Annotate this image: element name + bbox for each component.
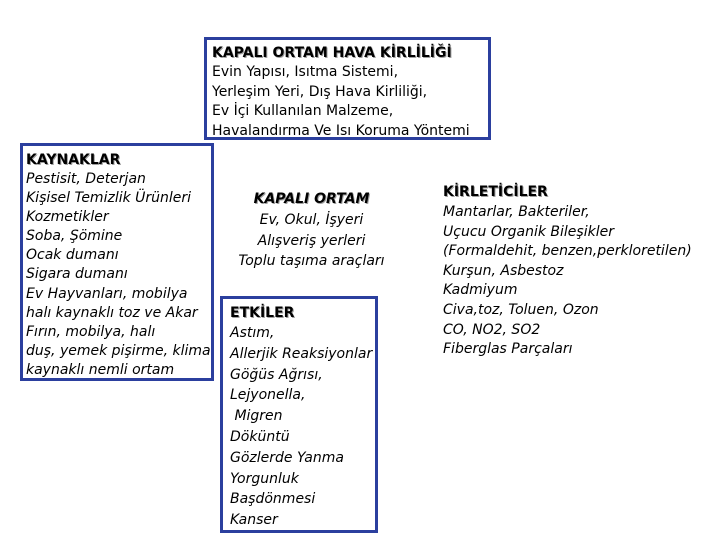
factor-line: Yerleşim Yeri, Dış Hava Kirliliği,	[212, 83, 428, 100]
effect-item: Gözlerde Yanma	[230, 449, 344, 466]
effect-item: Başdönmesi	[230, 491, 316, 508]
pollutant-item: Mantarlar, Bakteriler,	[443, 204, 590, 220]
pollutant-item: Kurşun, Asbestoz	[443, 262, 564, 279]
source-item: duş, yemek pişirme, klima	[26, 342, 211, 359]
indoor-environment-title: KAPALI ORTAM	[253, 191, 370, 207]
effect-item: Döküntü	[230, 428, 290, 445]
pollutant-item: Civa,toz, Toluen, Ozon	[443, 301, 599, 318]
source-item: Fırın, mobilya, halı	[26, 323, 156, 340]
factor-line: Havalandırma Ve Isı Koruma Yöntemi	[212, 122, 470, 139]
source-item: Ocak dumanı	[26, 247, 119, 264]
indoor-air-pollution-box	[204, 37, 491, 140]
source-item: Kişisel Temizlik Ürünleri	[26, 190, 192, 207]
pollutants-box	[435, 163, 710, 373]
effect-item: Kanser	[230, 512, 278, 529]
source-item: halı kaynaklı toz ve Akar	[26, 304, 198, 321]
source-item: kaynaklı nemli ortam	[26, 361, 175, 378]
effect-item: Yorgunluk	[230, 470, 299, 487]
sources-box	[20, 143, 214, 381]
source-item: Soba, Şömine	[26, 228, 123, 245]
indoor-environment-node	[219, 170, 404, 285]
effect-item: Allerjik Reaksiyonlar	[230, 345, 373, 362]
environment-item: Alışveriş yerleri	[257, 232, 366, 249]
factor-line: Ev İçi Kullanılan Malzeme,	[212, 103, 394, 119]
effects-box	[220, 296, 378, 533]
source-item: Ev Hayvanları, mobilya	[26, 285, 188, 302]
effect-item: Astım,	[230, 325, 275, 341]
effect-item: Göğüs Ağrısı,	[230, 366, 323, 383]
pollutant-item: Uçucu Organik Bileşikler	[443, 223, 614, 240]
pollutants-title: KİRLETİCİLER	[443, 184, 548, 200]
pollutant-item: Kadmiyum	[443, 282, 518, 299]
source-item: Sigara dumanı	[26, 266, 128, 283]
source-item: Pestisit, Deterjan	[26, 171, 146, 187]
effects-title: ETKİLER	[230, 305, 295, 321]
effect-item: Migren	[230, 408, 283, 425]
indoor-air-pollution-title: KAPALI ORTAM HAVA KİRLİLİĞİ	[212, 45, 452, 61]
pollutant-item: CO, NO2, SO2	[443, 321, 541, 338]
pollutant-item: Fiberglas Parçaları	[443, 341, 573, 358]
environment-item: Ev, Okul, İşyeri	[259, 212, 364, 228]
source-item: Kozmetikler	[26, 209, 109, 226]
effect-item: Lejyonella,	[230, 387, 306, 404]
factor-line: Evin Yapısı, Isıtma Sistemi,	[212, 64, 399, 80]
pollutant-item: (Formaldehit, benzen,perkloretilen)	[443, 243, 692, 260]
environment-item: Toplu taşıma araçları	[238, 253, 385, 269]
sources-title: KAYNAKLAR	[26, 152, 121, 168]
